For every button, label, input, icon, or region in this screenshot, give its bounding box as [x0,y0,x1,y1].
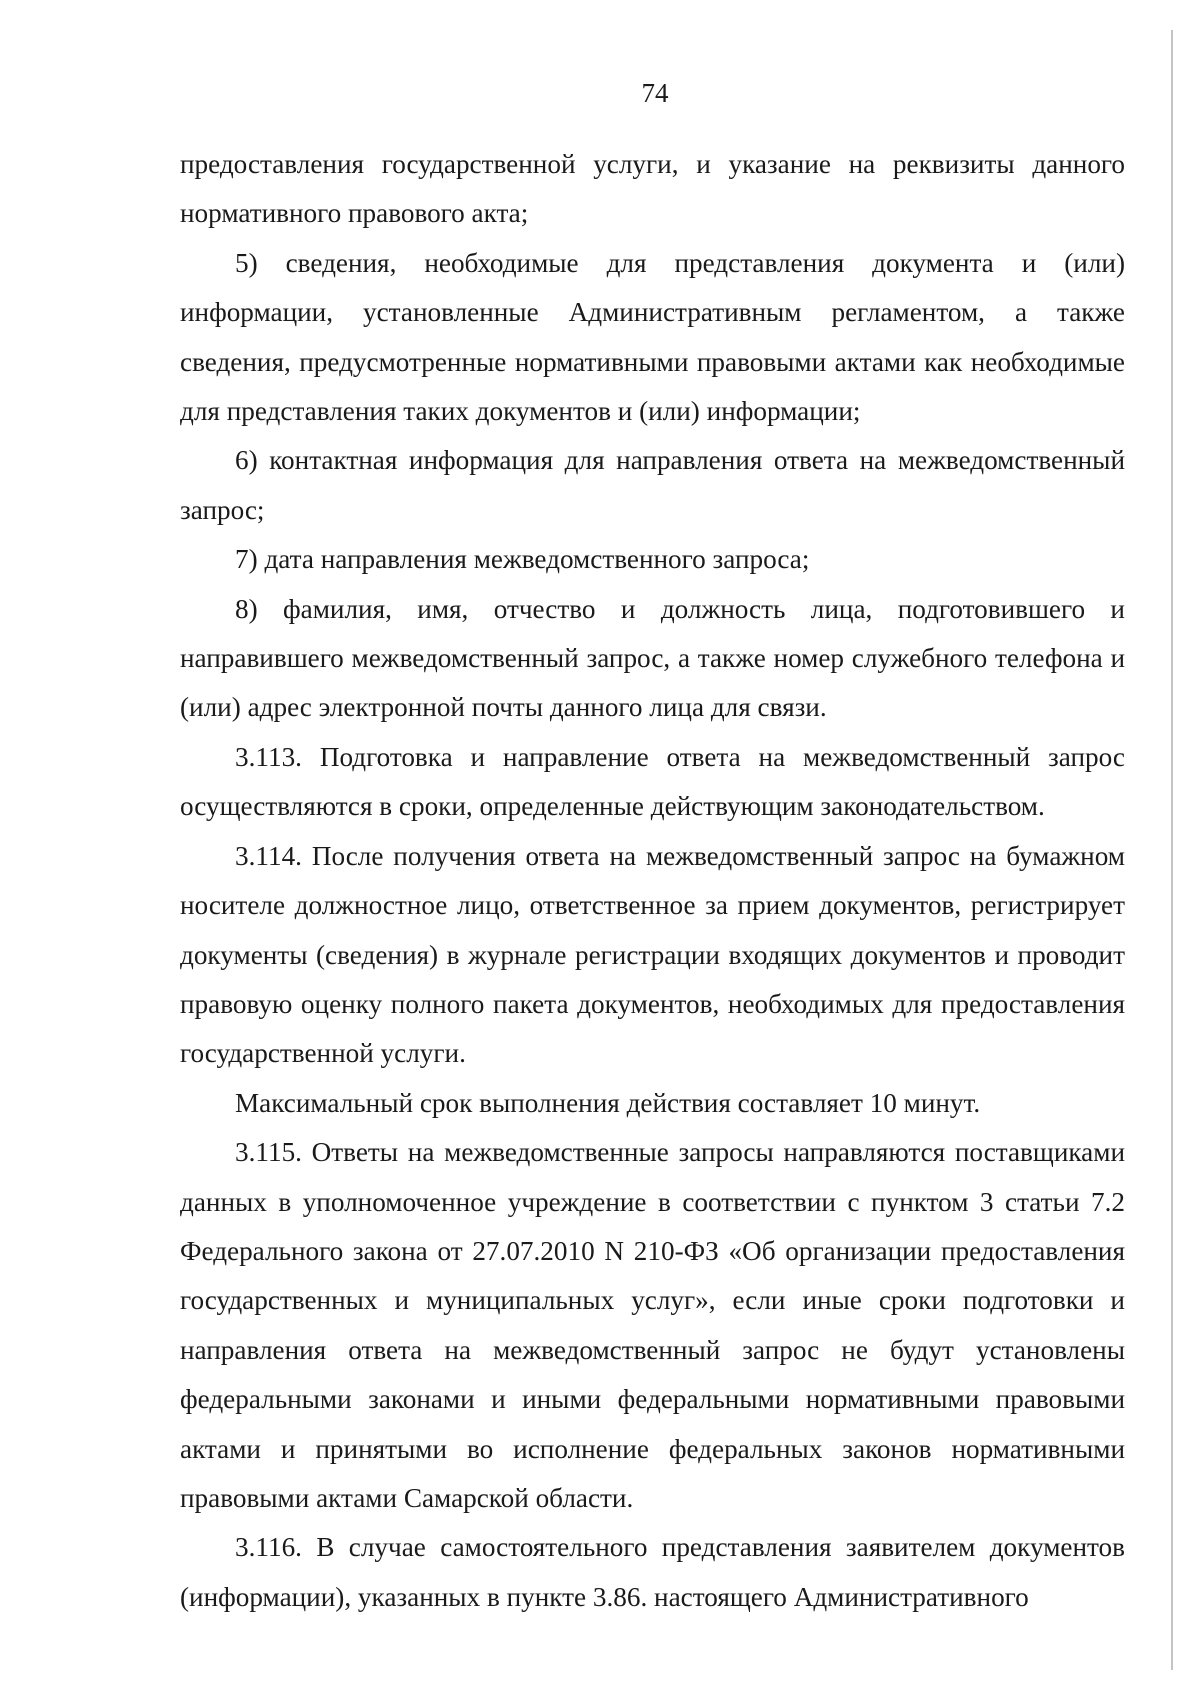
paragraph-max-time: Максимальный срок выполнения действия составляет 10 минут. [235,1087,981,1118]
page-number: 74 [641,78,669,108]
scan-edge-line [1171,30,1173,1670]
paragraph-3-115: 3.115. Ответы на межведомственные запросы направляются поставщиками данных в уполномоченное учреждение в соответствии с пунктом 3 статьи 7.2 Федерального закона от 27.07.2010 N 210-ФЗ «Об организации предоставления государственных и муниципальных услуг», если иные сроки подготовки и направления ответа на межведомственный запрос не будут установлены федеральными законами и иными федеральными нормативными правовыми актами и принятыми во исполнение федеральных законов нормативными правовыми актами Самарской области. [180,1137,1125,1513]
paragraph-item-6: 6) контактная информация для направления ответа на межведомственный запрос; [180,445,1125,525]
paragraph-3-113: 3.113. Подготовка и направление ответа на межведомственный запрос осуществляются в сроки, определенные действующим законодательством. [180,741,1125,822]
paragraph-item-5: 5) сведения, необходимые для представления документа и (или) информации, установленные Административным регламентом, а также сведения, предусмотренные нормативными правовыми актами как необходимые для представления таких документов и (или) информации; [180,247,1125,427]
paragraph-continuation: предоставления государственной услуги, и указание на реквизиты данного нормативного правового акта; [180,149,1125,229]
paragraph-3-116: 3.116. В случае самостоятельного представления заявителем документов (информации), указанных в пункте 3.86. настоящего Административного [180,1532,1125,1612]
paragraph-item-8: 8) фамилия, имя, отчество и должность лица, подготовившего и направившего межведомственный запрос, а также номер служебного телефона и (или) адрес электронной почты данного лица для связи. [180,593,1125,723]
document-body [180,140,1125,1622]
paragraph-3-114: 3.114. После получения ответа на межведомственный запрос на бумажном носителе должностное лицо, ответственное за прием документов, регистрирует документы (сведения) в журнале регистрации входящих документов и проводит правовую оценку полного пакета документов, необходимых для предоставления государственной услуги. [180,840,1125,1069]
paragraph-item-7: 7) дата направления межведомственного запроса; [235,544,810,575]
